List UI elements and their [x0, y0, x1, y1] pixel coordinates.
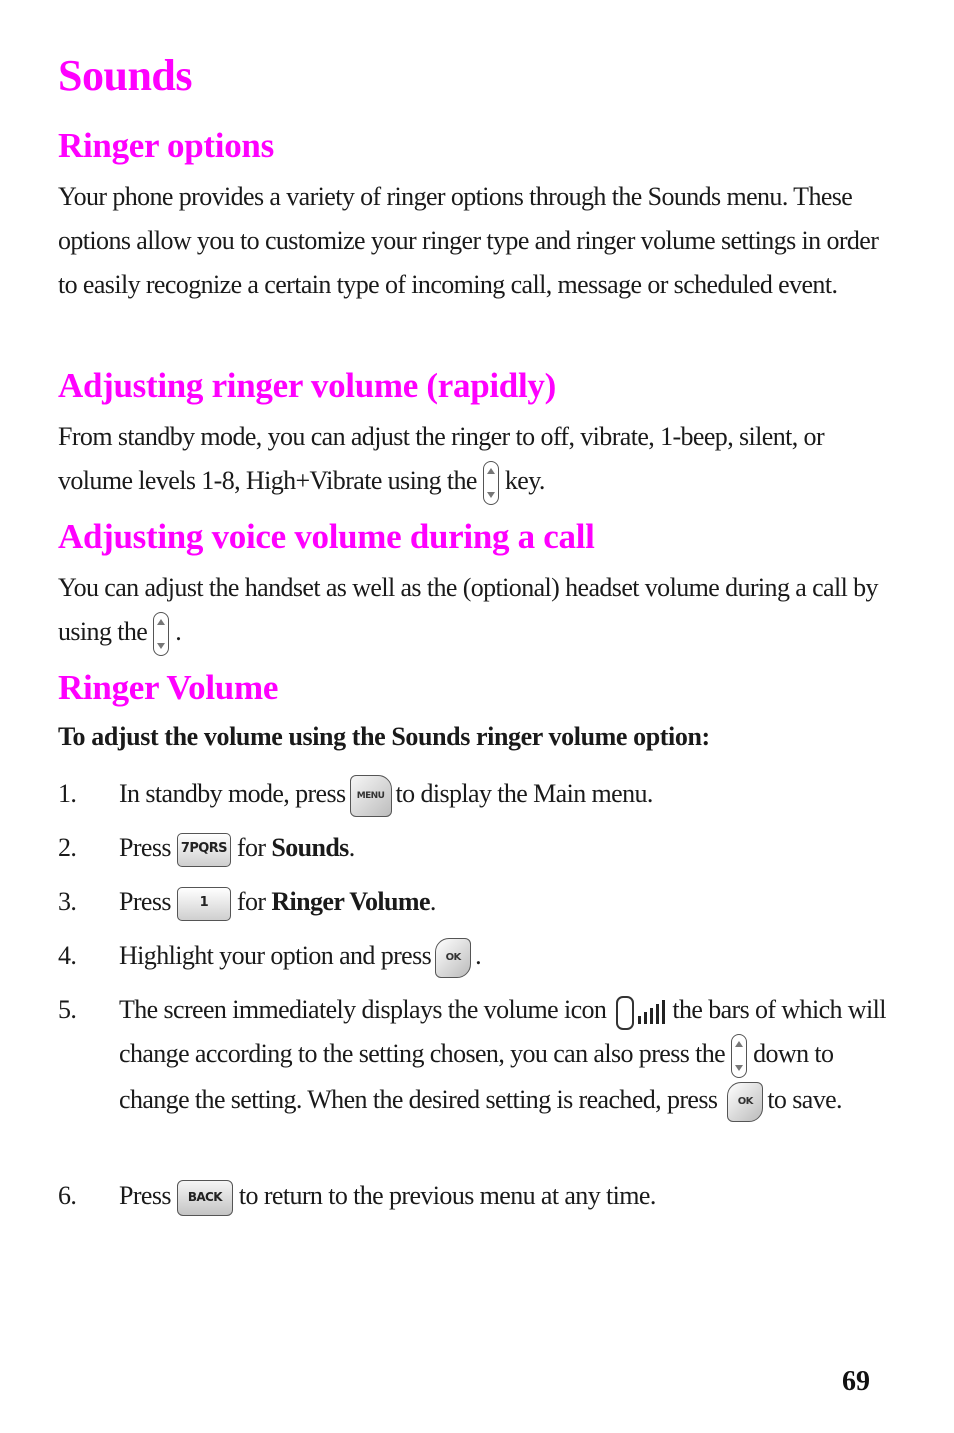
rapid-volume-text-before: From standby mode, you can adjust the ringer to off, vibrate, 1-beep, silent, or volume levels 1-8, High+Vibrate using the	[58, 422, 824, 495]
step-number: 4.	[58, 941, 77, 970]
step-text-part3: down to change the setting. When the desired setting is reached, press	[119, 1039, 834, 1115]
step-text-part1: The screen immediately displays the volume icon	[119, 995, 607, 1024]
step-text-part2: the bars of which will change according to the setting chosen, you can also press the	[119, 995, 886, 1068]
step-text-before: In standby mode, press	[119, 779, 346, 808]
ringer-options-text: Your phone provides a variety of ringer options through the Sounds menu. These options allow you to customize your ringer type and ringer volume settings in order to easily recognize a certain type of incoming call, message or scheduled event.	[58, 182, 879, 299]
navigation-key-icon	[731, 1034, 747, 1078]
step-text-after: to display the Main menu.	[395, 779, 653, 808]
step-text-mid: for	[236, 887, 266, 916]
step-text-bold: Sounds	[271, 833, 349, 862]
step-text-after: .	[475, 941, 482, 970]
menu-key-icon: MENU	[350, 775, 392, 817]
step-text-bold: Ringer Volume	[271, 887, 430, 916]
page-number: 69	[842, 1366, 870, 1397]
step-text-before: Highlight your option and press	[119, 941, 432, 970]
step-text-part4: to save.	[767, 1085, 842, 1115]
rapid-volume-text-after: key.	[504, 466, 545, 495]
ringer-volume-lead: To adjust the volume using the Sounds ringer volume option:	[58, 722, 710, 751]
navigation-key-icon	[153, 612, 169, 656]
navigation-key-icon	[483, 461, 499, 505]
step-text	[119, 826, 889, 870]
step-text	[119, 1174, 889, 1218]
heading-rapid-volume: Adjusting ringer volume (rapidly)	[58, 366, 556, 405]
step-text-before: Press	[119, 833, 171, 862]
page-title: Sounds	[58, 51, 193, 100]
step-text	[119, 934, 889, 978]
step-number: 1.	[58, 779, 77, 808]
voice-volume-text-before: You can adjust the handset as well as the (optional) headset volume during a call by using the	[58, 573, 878, 646]
step-number: 3.	[58, 887, 77, 916]
step-number: 2.	[58, 833, 77, 862]
one-key-icon: 1	[177, 887, 231, 921]
ok-key-icon: OK	[727, 1082, 763, 1122]
seven-key-icon: 7PQRS	[177, 833, 231, 867]
step-number: 5.	[58, 995, 77, 1024]
heading-ringer-volume: Ringer Volume	[58, 668, 279, 707]
step-text	[119, 772, 889, 817]
step-text	[119, 988, 889, 1122]
heading-voice-volume: Adjusting voice volume during a call	[58, 517, 595, 556]
step-text-before: Press	[119, 887, 171, 916]
voice-volume-text	[58, 566, 888, 656]
step-text	[119, 880, 889, 924]
voice-volume-text-after: .	[175, 617, 182, 646]
step-text-mid: for	[236, 833, 266, 862]
back-key-icon: BACK	[177, 1180, 233, 1216]
heading-ringer-options: Ringer options	[58, 126, 274, 165]
ok-key-icon: OK	[435, 938, 471, 978]
step-text-end: .	[429, 887, 436, 916]
step-text-before: Press	[119, 1181, 171, 1210]
step-text-after: to return to the previous menu at any time.	[238, 1181, 656, 1210]
step-number: 6.	[58, 1181, 77, 1210]
rapid-volume-text	[58, 415, 888, 505]
step-text-end: .	[348, 833, 355, 862]
volume-icon	[612, 994, 666, 1030]
